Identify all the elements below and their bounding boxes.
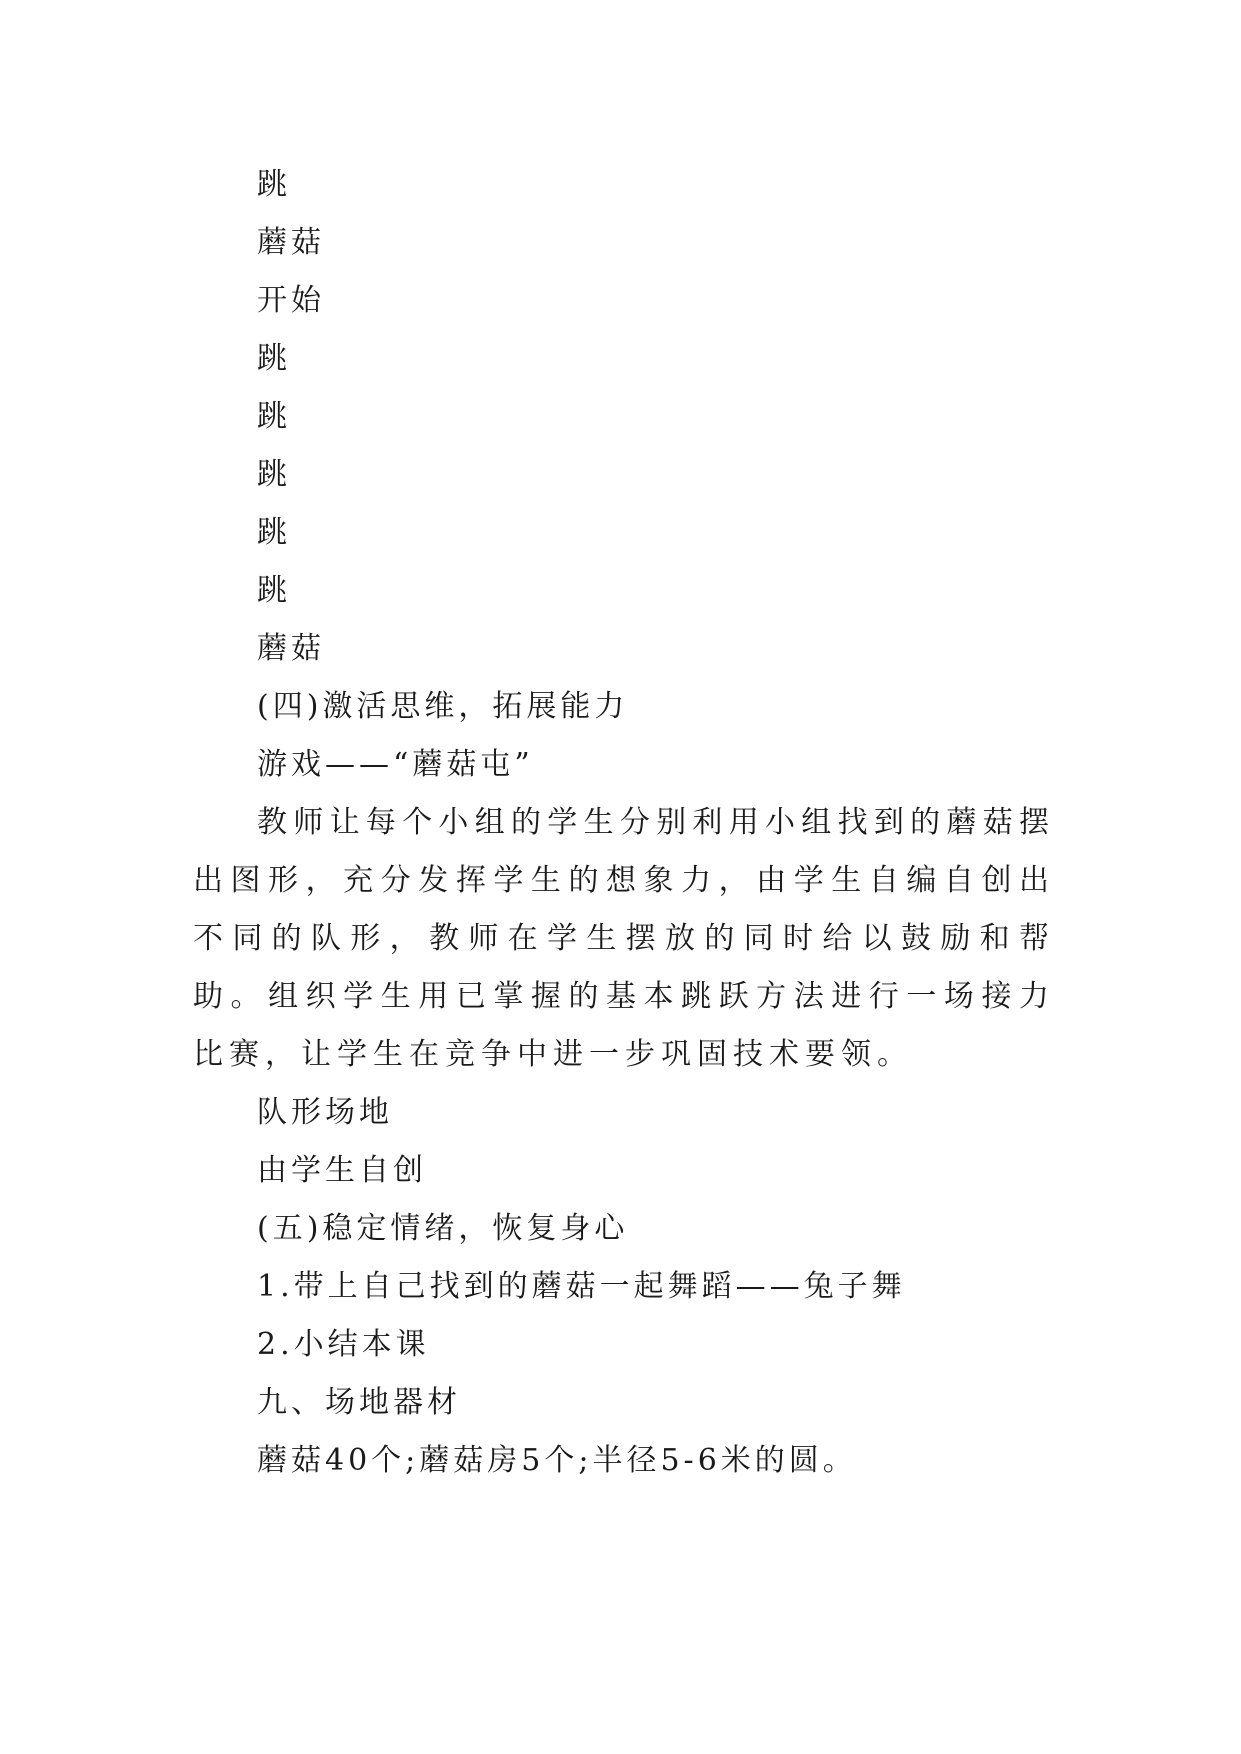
text-line-jump: 跳 [257,573,291,608]
text-line-mushroom: 蘑菇 [257,225,325,260]
game-description-paragraph: 教师让每个小组的学生分别利用小组找到的蘑菇摆出图形，充分发挥学生的想象力，由学生自编自创出不同的队形，教师在学生摆放的同时给以鼓励和帮助。组织学生用已掌握的基本跳跃方法进行一场接力比赛，让学生在竞争中进一步巩固技术要领。 [193,805,1055,1072]
text-line-jump: 跳 [257,457,291,492]
step-2: 2.小结本课 [257,1327,430,1362]
formation-label: 队形场地 [257,1095,393,1130]
section-four-heading: (四)激活思维，拓展能力 [257,689,629,724]
equipment-list: 蘑菇40个;蘑菇房5个;半径5-6米的圆。 [257,1443,857,1478]
text-line-jump: 跳 [257,399,291,434]
formation-value: 由学生自创 [257,1153,427,1188]
text-line-start: 开始 [257,283,325,318]
document-body [193,156,1055,1490]
text-line-jump: 跳 [257,515,291,550]
text-line-jump: 跳 [257,167,291,202]
game-title: 游戏——“蘑菇屯” [257,747,534,782]
section-five-heading: (五)稳定情绪，恢复身心 [257,1211,629,1246]
text-line-mushroom: 蘑菇 [257,631,325,666]
section-nine-heading: 九、场地器材 [257,1385,461,1420]
text-line-jump: 跳 [257,341,291,376]
step-1: 1.带上自己找到的蘑菇一起舞蹈——兔子舞 [257,1269,906,1304]
